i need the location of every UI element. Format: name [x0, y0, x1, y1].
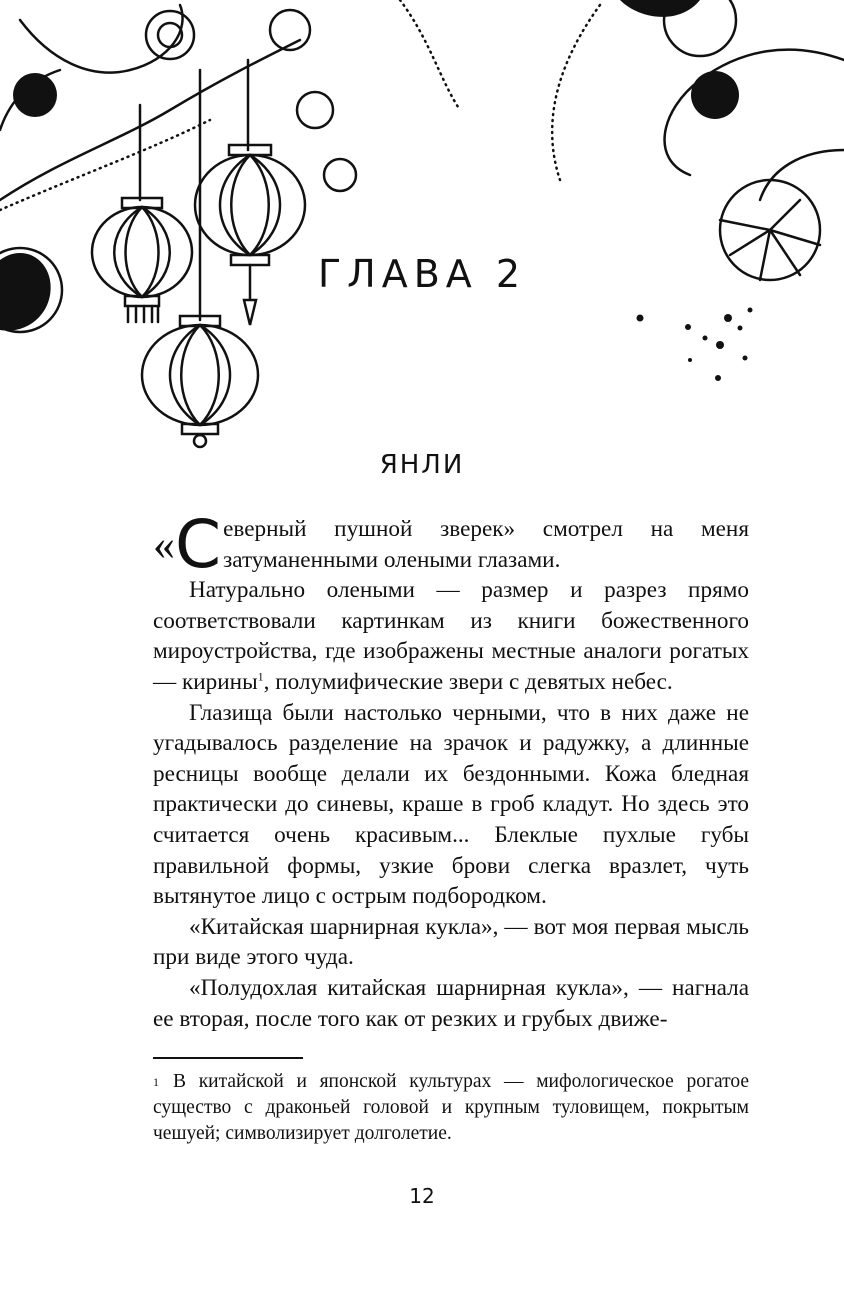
paragraph-3: Глазища были настолько черными, что в них даже не угадывалось разделение на зрачок и радужку, а длинные ресницы вообще делали их бездонными. Кожа бледная практически до синевы, краше в гроб кладут. Но здесь это считается очень красивым... Блеклые пухлые губы правильной формы, узкие брови слегка вразлет, чуть вытянутое лицо с острым подбородком.	[153, 699, 749, 910]
paragraph-4: «Китайская шарнирная кукла», — вот моя первая мысль при виде этого чуда.	[153, 913, 749, 971]
footnote-text: В китайской и японской культурах — мифологическое рогатое существо с драконьей головой и крупным туловищем, покрытым чешуей; символизирует долголетие.	[153, 1071, 749, 1144]
floral-lantern-ornament	[0, 0, 844, 460]
chapter-title: ГЛАВА 2	[317, 252, 527, 296]
paragraph-2-end: , полумифические звери с девятых небес.	[263, 668, 673, 695]
footnote-divider	[153, 1057, 303, 1059]
pov-heading: ЯНЛИ	[379, 450, 465, 480]
page-number: 12	[409, 1184, 435, 1208]
paragraph-2-kiriny: кирины	[181, 668, 258, 695]
paragraph-1	[153, 506, 749, 583]
drop-cap-letter: С	[175, 506, 222, 583]
drop-cap-quote: «	[153, 520, 175, 569]
footnote-mark: 1	[153, 1075, 159, 1089]
paragraph-1-text: еверный пушной зверек» смотрел на меня затуманенными олеными глазами.	[223, 516, 749, 573]
footnote-reference[interactable]: 1	[257, 669, 264, 684]
body-text	[153, 506, 749, 1034]
footnote	[153, 1069, 749, 1147]
drop-cap	[153, 506, 222, 583]
paragraph-2-text: Натурально олеными — размер и разрез прямо соответствовали картинкам из книги божественного мироустройства, где изображены местные аналоги рогатых —	[153, 577, 749, 695]
paragraph-2	[153, 575, 749, 697]
paragraph-5: «Полудохлая китайская шарнирная кукла», — нагнала ее вторая, после того как от резких и грубых движе-	[153, 974, 749, 1032]
